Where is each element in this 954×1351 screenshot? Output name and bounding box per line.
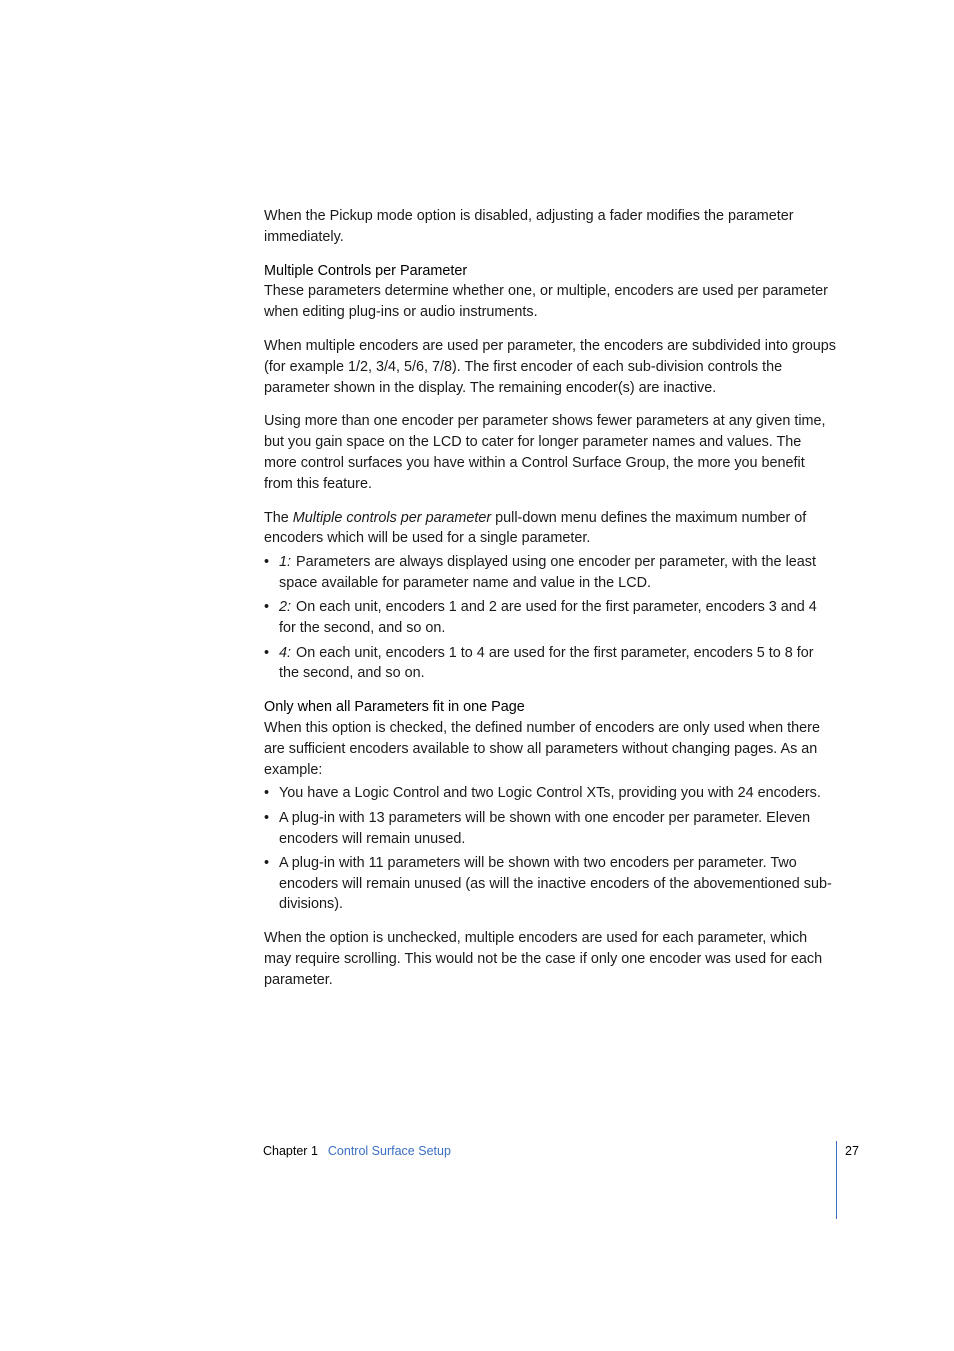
multiple-controls-paragraph-2: When multiple encoders are used per parameter, the encoders are subdivided into groups (for example 1/2, 3/4, 5/6, 7/8). The first encoder of each sub-division controls the parameter shown in the display. The remaining encoder(s) are inactive. (264, 337, 836, 396)
multiple-controls-paragraph-3: Using more than one encoder per parameter shows fewer parameters at any given time, but you gain space on the LCD to cater for longer parameter names and values. The more control surfaces you have within a Control Surface Group, the more you benefit from this feature. (264, 413, 826, 492)
chapter-title: Control Surface Setup (327, 1144, 451, 1158)
multiple-controls-paragraph-4 (264, 508, 836, 550)
section-heading-multiple-controls: Multiple Controls per Parameter (264, 262, 468, 279)
option-description: On each unit, encoders 1 to 4 are used for the first parameter, encoders 5 to 8 for the second, and so on. (279, 644, 814, 682)
section-heading-parameters-fit: Only when all Parameters fit in one Page (264, 699, 525, 716)
chapter-label: Chapter 1 (263, 1144, 318, 1158)
list-item: • A plug-in with 13 parameters will be shown with one encoder per parameter. Eleven encoders will remain unused. (264, 808, 836, 850)
option-label: 2: (279, 599, 292, 616)
list-item (264, 597, 836, 639)
paragraph-4-prefix: The (264, 509, 293, 526)
intro-paragraph: When the Pickup mode option is disabled, adjusting a fader modifies the parameter immediately. (264, 208, 794, 245)
option-description: Parameters are always displayed using one encoder per parameter, with the least space available for parameter name and value in the LCD. (279, 554, 816, 591)
option-label: 1: (279, 554, 292, 571)
page-footer (263, 1141, 451, 1161)
parameters-fit-paragraph-2: When the option is unchecked, multiple encoders are used for each parameter, which may require scrolling. This would not be the case if only one encoder was used for each parameter. (264, 930, 823, 988)
menu-name-emphasis: Multiple controls per parameter (292, 509, 492, 526)
option-label: 4: (279, 644, 292, 661)
page-content (264, 206, 836, 991)
paragraph-4-suffix: pull-down menu defines the maximum number of encoders which will be used for a single parameter. (264, 509, 807, 547)
list-item: • A plug-in with 11 parameters will be shown with two encoders per parameter. Two encoders will remain unused (as will the inactive encoders of the abovementioned sub-divisions). (264, 853, 836, 915)
encoder-options-list (264, 552, 836, 684)
page-number: 27 (845, 1144, 859, 1158)
multiple-controls-paragraph-1: These parameters determine whether one, or multiple, encoders are used per parameter when editing plug-ins or audio instruments. (264, 283, 828, 321)
option-description: On each unit, encoders 1 and 2 are used for the first parameter, encoders 3 and 4 for the second, and so on. (279, 599, 817, 637)
list-item: • You have a Logic Control and two Logic Control XTs, providing you with 24 encoders. (264, 783, 836, 804)
parameters-fit-paragraph-1: When this option is checked, the defined number of encoders are only used when there are sufficient encoders available to show all parameters without changing pages. As an example: (264, 719, 820, 778)
list-item (264, 643, 836, 685)
footer-divider (836, 1141, 837, 1219)
list-item (264, 552, 836, 594)
example-list (264, 783, 836, 915)
